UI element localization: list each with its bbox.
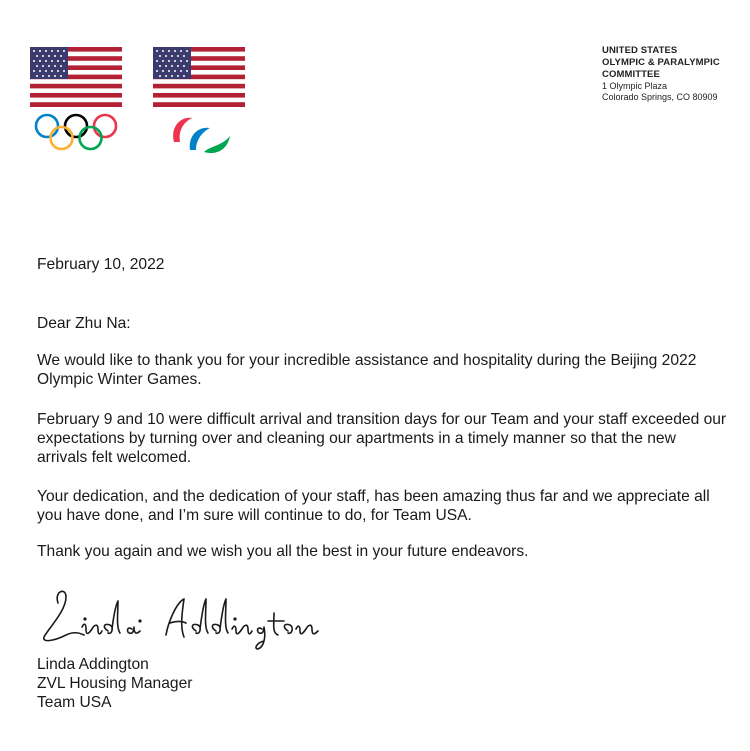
- address-line: Colorado Springs, CO 80909: [602, 92, 718, 102]
- org-name-line: UNITED STATES: [602, 45, 678, 56]
- letter-paragraph: Thank you again and we wish you all the best in your future endeavors.: [37, 543, 529, 560]
- us-flag-icon: [153, 47, 245, 107]
- paralympic-agitos-icon: [166, 112, 234, 161]
- signer-team: Team USA: [37, 694, 112, 711]
- signer-name: Linda Addington: [37, 656, 149, 673]
- signature-block: [37, 655, 192, 712]
- letter-paragraph: Your dedication, and the dedication of your staff, has been amazing thus far and we appreciate all you have done, and I’m sure will continue to do, for Team USA.: [37, 488, 710, 524]
- letter-paragraph: We would like to thank you for your incredible assistance and hospitality during the Beijing 2022 Olympic Winter Games.: [37, 352, 697, 388]
- olympic-rings-icon: [33, 112, 119, 159]
- organization-address: [602, 45, 750, 103]
- address-line: 1 Olympic Plaza: [602, 81, 668, 91]
- letter-paragraph: February 9 and 10 were difficult arrival and transition days for our Team and your staff exceeded our expectations by turning over and cleaning our apartments in a timely manner so that the new arrivals felt welcomed.: [37, 411, 727, 466]
- org-name-line: COMMITTEE: [602, 69, 660, 80]
- org-name-line: OLYMPIC & PARALYMPIC: [602, 57, 720, 68]
- salutation: Dear Zhu Na:: [37, 315, 131, 332]
- signer-title: ZVL Housing Manager: [37, 675, 193, 692]
- us-flag-icon: [30, 47, 122, 107]
- letter-date: February 10, 2022: [37, 256, 165, 273]
- handwritten-signature: [36, 583, 326, 653]
